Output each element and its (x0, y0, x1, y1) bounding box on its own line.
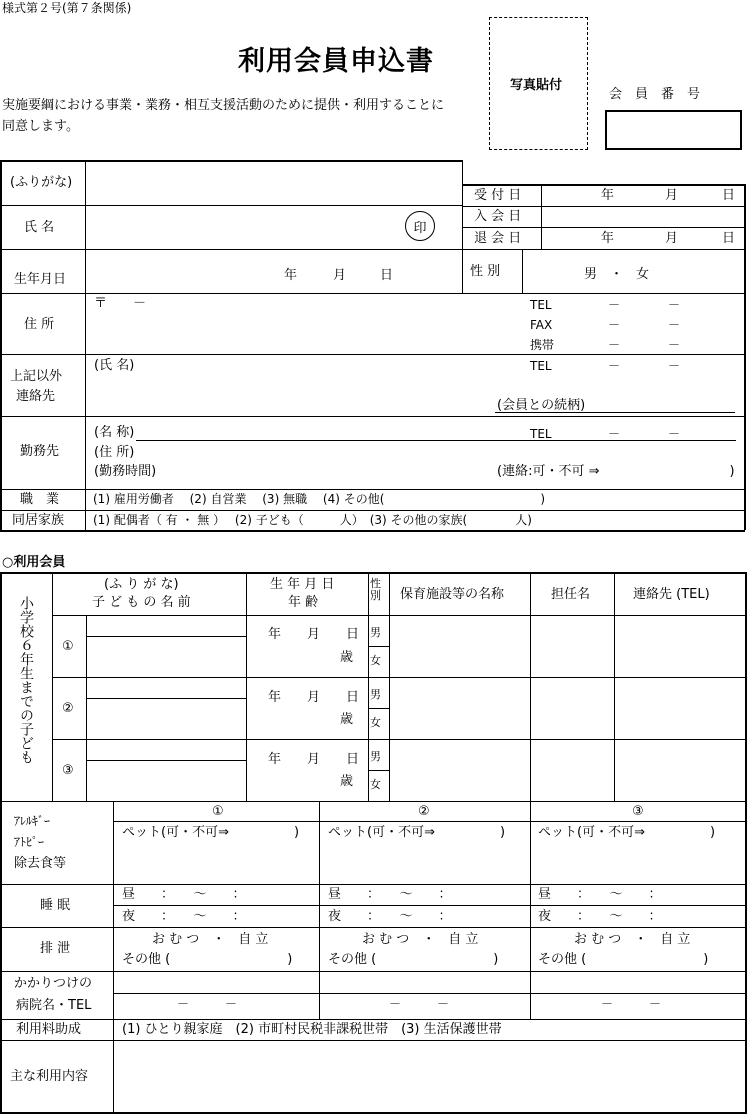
received-date-label: 受 付 日 (474, 188, 522, 203)
gender-male[interactable]: 男 (370, 626, 381, 639)
work-address-label: (住 所) (94, 445, 135, 460)
hospital-label-2: 病院名・TEL (16, 998, 92, 1013)
child-age: 歳 (340, 712, 354, 727)
occupation-label: 職 業 (20, 492, 60, 507)
children-vertical-label: 小学校６年生までの子ども (18, 596, 34, 764)
month-label: 月 (665, 188, 679, 203)
allergy-label-2: ｱﾄﾋﾟｰ (14, 835, 45, 849)
work-label: 勤務先 (20, 444, 60, 459)
work-tel-label: TEL (530, 427, 552, 441)
year-label: 年 (284, 268, 298, 283)
fax-label: FAX (530, 318, 553, 332)
col-age-header: 年 齢 (288, 595, 319, 610)
consent-text-line2: 同意します。 (2, 119, 79, 134)
child-age: 歳 (340, 650, 354, 665)
allergy-label-3: 除去食等 (14, 856, 67, 871)
work-name-label: (名 称) (94, 425, 135, 440)
consent-text-line1: 実施要綱における事業・業務・相互支援活動のために提供・利用することに (2, 98, 445, 113)
hospital-label-1: かかりつけの (14, 976, 93, 991)
gender-female[interactable]: 女 (370, 778, 381, 791)
gender-male[interactable]: 男 (370, 688, 381, 701)
col-gender-header: 性別 (370, 577, 381, 603)
col-contact-header: 連絡先 (TEL) (633, 587, 710, 602)
relation-label: (会員との続柄) (497, 398, 586, 413)
child-row-number: ① (62, 639, 74, 654)
gender-male[interactable]: 男 (370, 750, 381, 763)
day-sleep-time[interactable]: 昼 ： ～ ： (538, 887, 662, 902)
night-sleep-time[interactable]: 夜 ： ～ ： (328, 909, 452, 924)
month-label: 月 (333, 268, 347, 283)
furigana-label: (ふりがな) (10, 175, 73, 190)
tel-label: TEL (530, 298, 552, 312)
day-label: 日 (380, 268, 394, 283)
pet-option[interactable]: ペット(可・不可⇒ ) (122, 825, 300, 840)
member-number-label: 会 員 番 号 (609, 87, 701, 102)
main-use-field[interactable] (114, 1041, 744, 1111)
seal-stamp: 印 (405, 211, 435, 241)
child-age: 歳 (340, 774, 354, 789)
gender-female[interactable]: 女 (370, 654, 381, 667)
form-number: 様式第２号(第７条関係) (2, 1, 132, 15)
work-contact-option[interactable]: (連絡:可・不可 ⇒ ) (497, 464, 735, 479)
sleep-label: 睡 眠 (40, 898, 71, 913)
child-birth-date[interactable]: 年 月 日 (268, 752, 360, 767)
work-hours-label: (勤務時間) (94, 464, 157, 479)
pet-option[interactable]: ペット(可・不可⇒ ) (538, 825, 716, 840)
year-label: 年 (601, 231, 615, 246)
name-field[interactable] (86, 206, 396, 249)
day-sleep-time[interactable]: 昼 ： ～ ： (122, 887, 246, 902)
name-label: 氏 名 (24, 220, 55, 235)
day-sleep-time[interactable]: 昼 ： ～ ： (328, 887, 452, 902)
hospital-tel-dash: － － (601, 997, 662, 1011)
night-sleep-time[interactable]: 夜 ： ～ ： (538, 909, 662, 924)
day-label: 日 (722, 188, 736, 203)
allergy-label-1: ｱﾚﾙｷﾞｰ (14, 814, 51, 828)
other-contact-label-line1: 上記以外 (10, 369, 63, 384)
gender-female[interactable]: 女 (370, 716, 381, 729)
child-row-number: ③ (62, 763, 74, 778)
gender-options[interactable]: 男 ・ 女 (584, 267, 650, 282)
pet-option[interactable]: ペット(可・不可⇒ ) (328, 825, 506, 840)
column-number: ② (418, 804, 430, 819)
contact-tel-dash: － － (608, 359, 681, 373)
col-facility-header: 保育施設等の名称 (400, 587, 505, 602)
day-label: 日 (722, 231, 736, 246)
diaper-option[interactable]: お む つ ・ 自 立 (152, 932, 269, 947)
child-birth-date[interactable]: 年 月 日 (268, 690, 360, 705)
joined-date-label: 入 会 日 (474, 209, 522, 224)
year-label: 年 (601, 188, 615, 203)
excretion-other[interactable]: その他 ( ) (122, 952, 293, 967)
household-options[interactable]: (1) 配偶者（ 有 ・ 無 ） (2) 子ども（ 人） (3) その他の家族( 人) (93, 513, 532, 527)
other-contact-label-line2: 連絡先 (16, 389, 56, 404)
contact-name-label: (氏 名) (94, 358, 135, 373)
user-member-heading: ○利用会員 (2, 555, 66, 570)
member-number-field[interactable] (605, 110, 742, 150)
contact-tel-label: TEL (530, 359, 552, 373)
subsidy-label: 利用料助成 (16, 1022, 82, 1037)
occupation-options[interactable]: (1) 雇用労働者 (2) 自営業 (3) 無職 (4) その他( ) (93, 492, 546, 506)
photo-label: 写真貼付 (510, 78, 563, 93)
furigana-field[interactable] (86, 161, 461, 205)
birthdate-label: 生年月日 (14, 272, 67, 287)
night-sleep-time[interactable]: 夜 ： ～ ： (122, 909, 246, 924)
fax-dash: － － (608, 318, 681, 332)
child-birth-date[interactable]: 年 月 日 (268, 627, 360, 642)
col-furigana-header: (ふ り が な) (104, 577, 179, 592)
hospital-tel-dash: － － (389, 997, 450, 1011)
mobile-label: 携帯 (530, 338, 555, 352)
subsidy-options[interactable]: (1) ひとり親家庭 (2) 市町村民税非課税世帯 (3) 生活保護世帯 (122, 1022, 502, 1037)
child-row-number: ② (62, 701, 74, 716)
address-label: 住 所 (24, 317, 55, 332)
main-use-label: 主な利用内容 (10, 1069, 89, 1084)
month-label: 月 (665, 231, 679, 246)
work-tel-dash: － － (608, 427, 681, 441)
col-birthdate-header: 生 年 月 日 (270, 577, 335, 592)
household-label: 同居家族 (12, 513, 65, 528)
postal-code-field[interactable]: 〒 － (94, 296, 147, 311)
mobile-dash: － － (608, 338, 681, 352)
left-date-label: 退 会 日 (474, 231, 522, 246)
col-teacher-header: 担任名 (551, 587, 591, 602)
hospital-tel-dash: － － (177, 997, 238, 1011)
column-number: ③ (632, 804, 644, 819)
excretion-other[interactable]: その他 ( ) (538, 952, 709, 967)
gender-label: 性 別 (470, 264, 501, 279)
col-child-name-header: 子 ど も の 名 前 (92, 595, 191, 610)
tel-dash: － － (608, 298, 681, 312)
excretion-label: 排 泄 (40, 941, 71, 956)
diaper-option[interactable]: お む つ ・ 自 立 (362, 932, 479, 947)
page-title: 利用会員申込書 (238, 46, 434, 77)
column-number: ① (212, 804, 224, 819)
excretion-other[interactable]: その他 ( ) (328, 952, 499, 967)
diaper-option[interactable]: お む つ ・ 自 立 (574, 932, 691, 947)
